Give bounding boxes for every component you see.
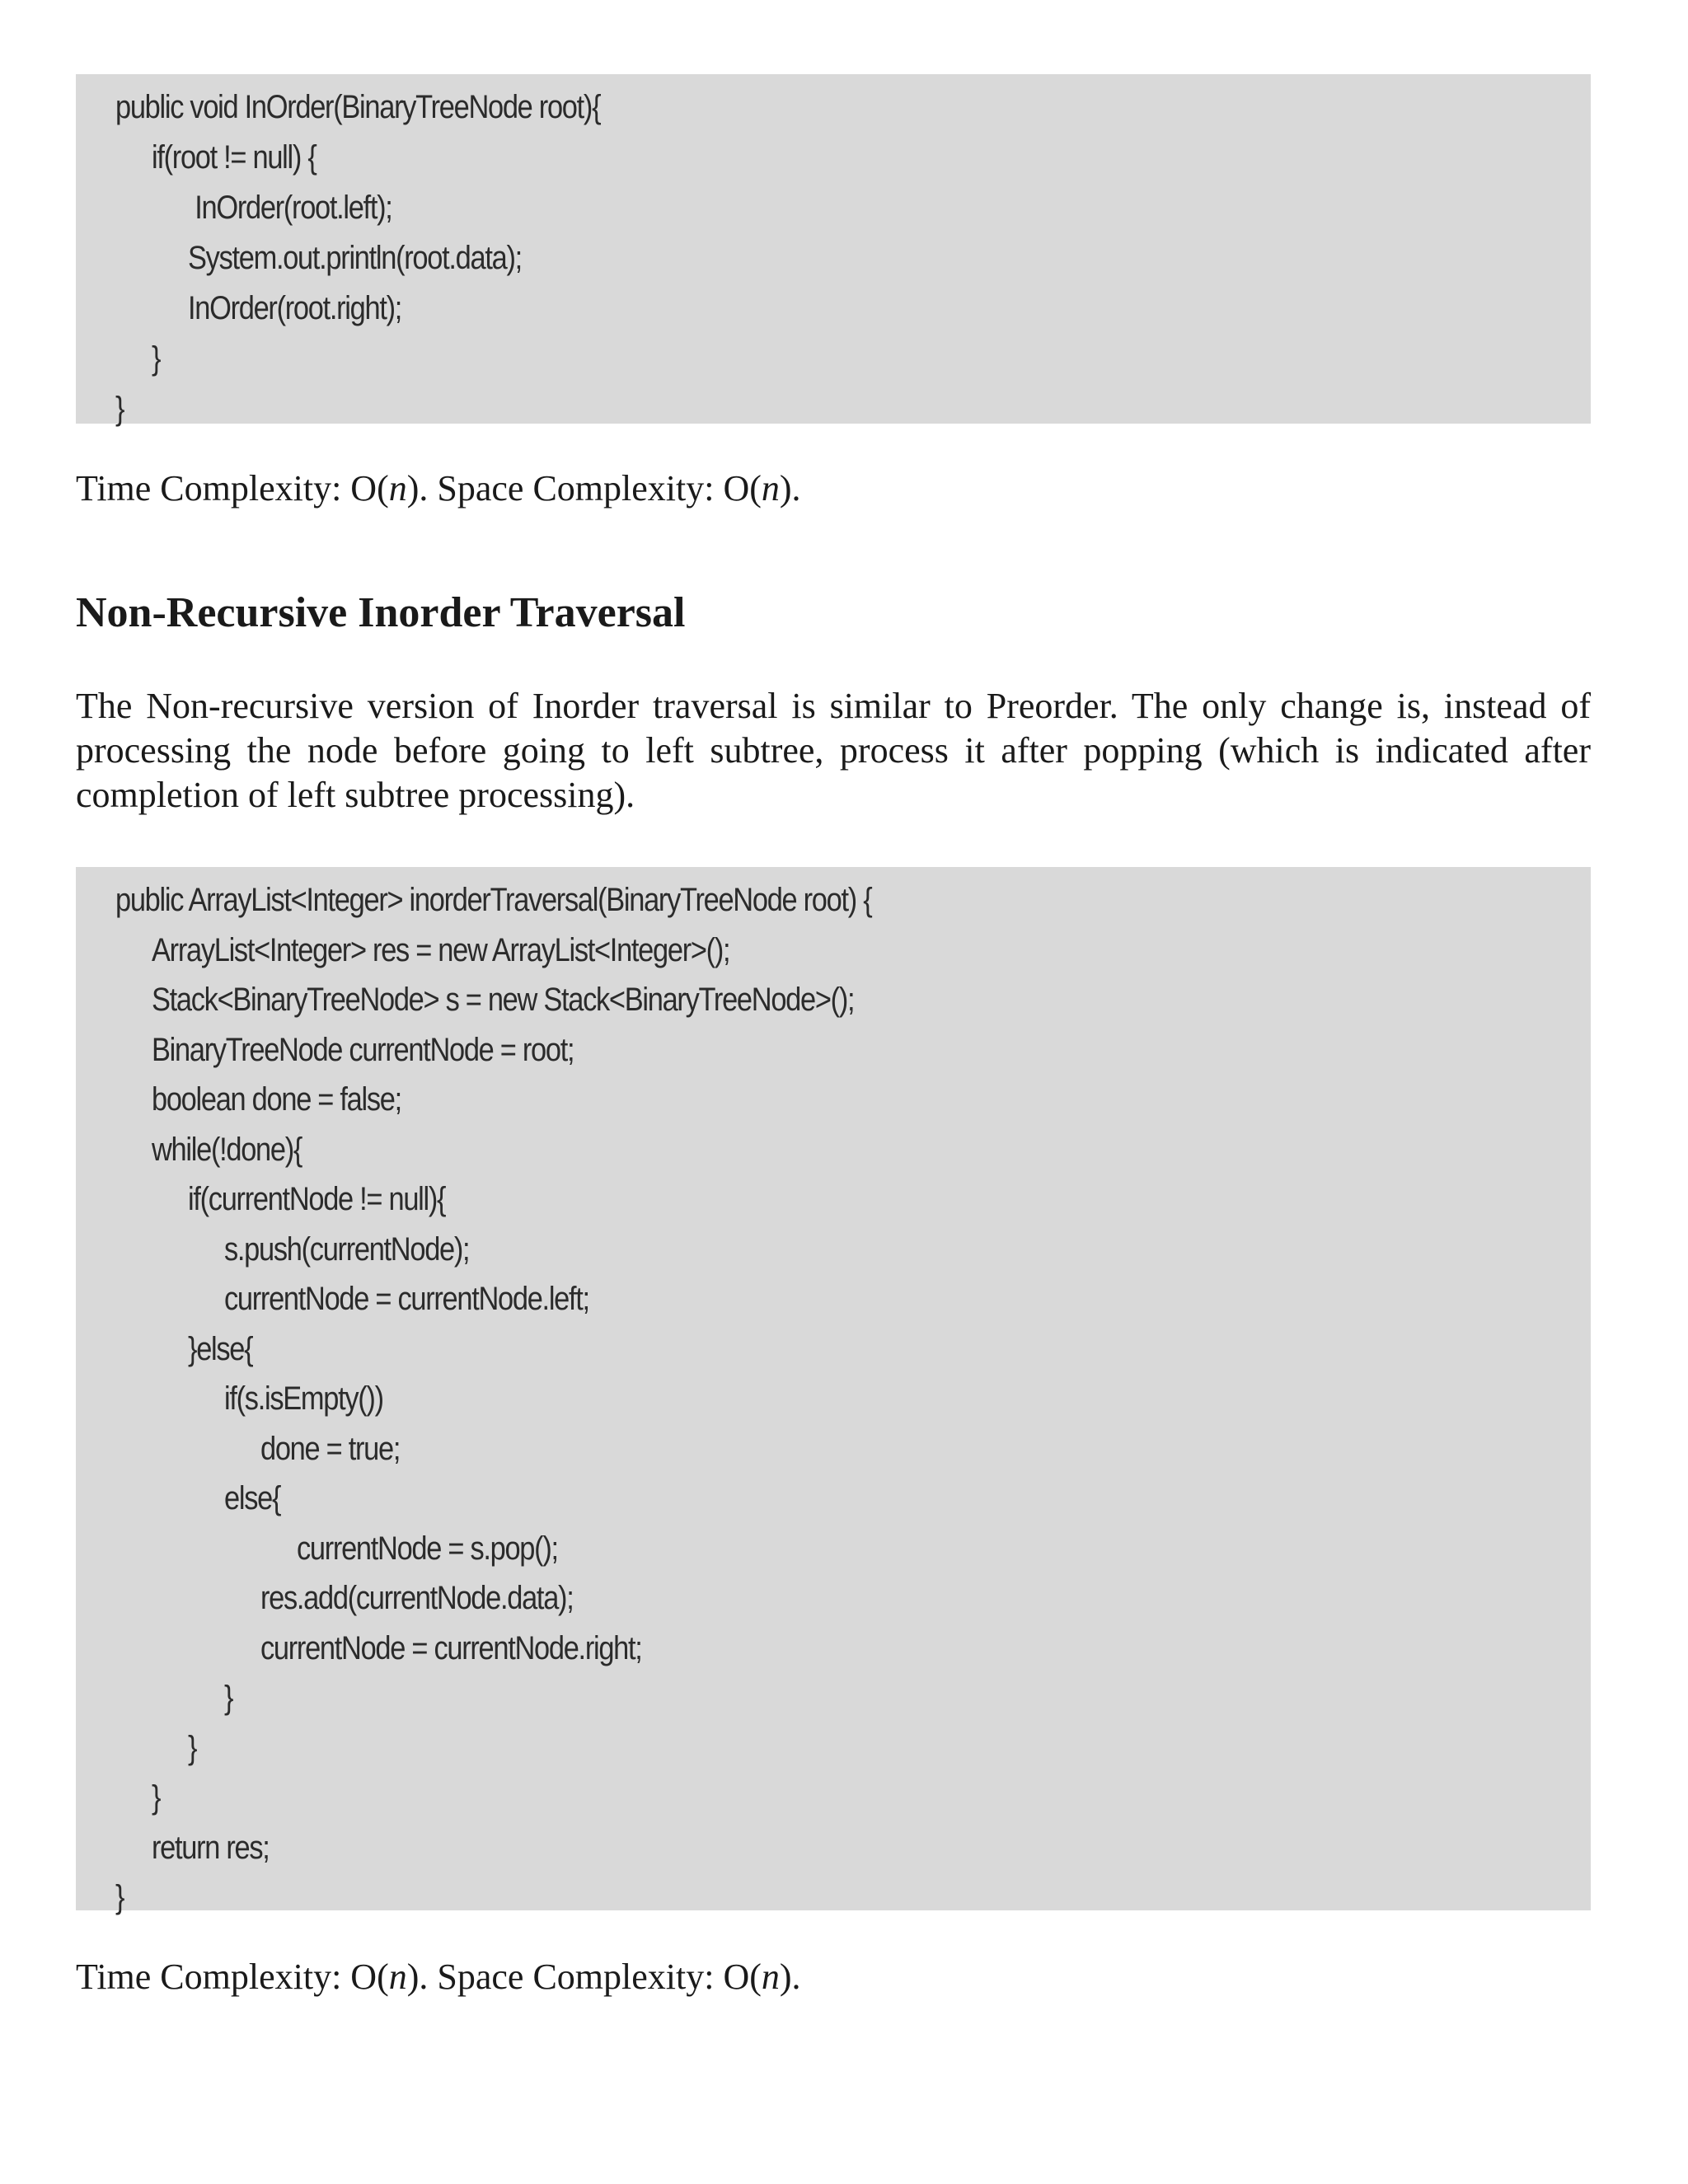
- code-line: done = true;: [260, 1430, 401, 1467]
- code-line: currentNode = currentNode.left;: [224, 1281, 589, 1317]
- section-heading: Non-Recursive Inorder Traversal: [76, 589, 686, 636]
- section-paragraph: The Non-recursive version of Inorder traversal is similar to Preorder. The only change is, instead of processing the node before going to left subtree, process it after popping (which is indicated after completion of left subtree processing).: [76, 686, 1591, 815]
- complexity-middle: ). Space Complexity: O(: [406, 1957, 762, 1997]
- code-line: BinaryTreeNode currentNode = root;: [152, 1031, 574, 1068]
- complexity-variable: n: [761, 468, 780, 509]
- code-line: return res;: [152, 1829, 270, 1866]
- code-line: ArrayList<Integer> res = new ArrayList<Integer>();: [152, 931, 730, 968]
- code-line: }: [152, 1779, 161, 1816]
- complexity-middle: ). Space Complexity: O(: [406, 468, 762, 509]
- complexity-prefix: Time Complexity: O(: [76, 468, 389, 509]
- code-line: currentNode = currentNode.right;: [260, 1629, 642, 1666]
- code-line: while(!done){: [152, 1131, 302, 1168]
- code-line: currentNode = s.pop();: [297, 1530, 558, 1567]
- code-line: }: [224, 1680, 233, 1716]
- code-line: InOrder(root.left);: [188, 190, 392, 226]
- complexity-note-2: [76, 1956, 801, 1998]
- complexity-note-1: [76, 467, 801, 509]
- code-line: if(currentNode != null){: [188, 1181, 446, 1217]
- code-block-inorder-recursive: [76, 74, 1591, 427]
- code-line: Stack<BinaryTreeNode> s = new Stack<BinaryTreeNode>();: [152, 982, 855, 1018]
- code-line: if(root != null) {: [152, 139, 316, 176]
- code-line: System.out.println(root.data);: [188, 240, 522, 276]
- code-line: }else{: [188, 1330, 253, 1367]
- code-line: else{: [224, 1480, 281, 1516]
- code-line: res.add(currentNode.data);: [260, 1580, 574, 1616]
- code-block-inorder-nonrecursive: [76, 867, 1591, 1915]
- code-line: }: [188, 1729, 197, 1766]
- code-line: }: [115, 1879, 124, 1915]
- code-line: boolean done = false;: [152, 1081, 401, 1118]
- complexity-variable: n: [761, 1957, 780, 1997]
- code-line: public void InOrder(BinaryTreeNode root){: [115, 89, 601, 125]
- complexity-prefix: Time Complexity: O(: [76, 1957, 389, 1997]
- code-line: s.push(currentNode);: [224, 1230, 470, 1268]
- code-line: }: [115, 391, 124, 427]
- complexity-variable: n: [388, 1957, 407, 1997]
- complexity-suffix: ).: [779, 468, 801, 509]
- code-line: public ArrayList<Integer> inorderTraversal(BinaryTreeNode root) {: [115, 882, 872, 918]
- code-line: }: [152, 340, 161, 377]
- code-line: InOrder(root.right);: [188, 290, 402, 326]
- complexity-variable: n: [388, 468, 407, 509]
- code-line: if(s.isEmpty()): [224, 1380, 383, 1417]
- complexity-suffix: ).: [779, 1957, 801, 1997]
